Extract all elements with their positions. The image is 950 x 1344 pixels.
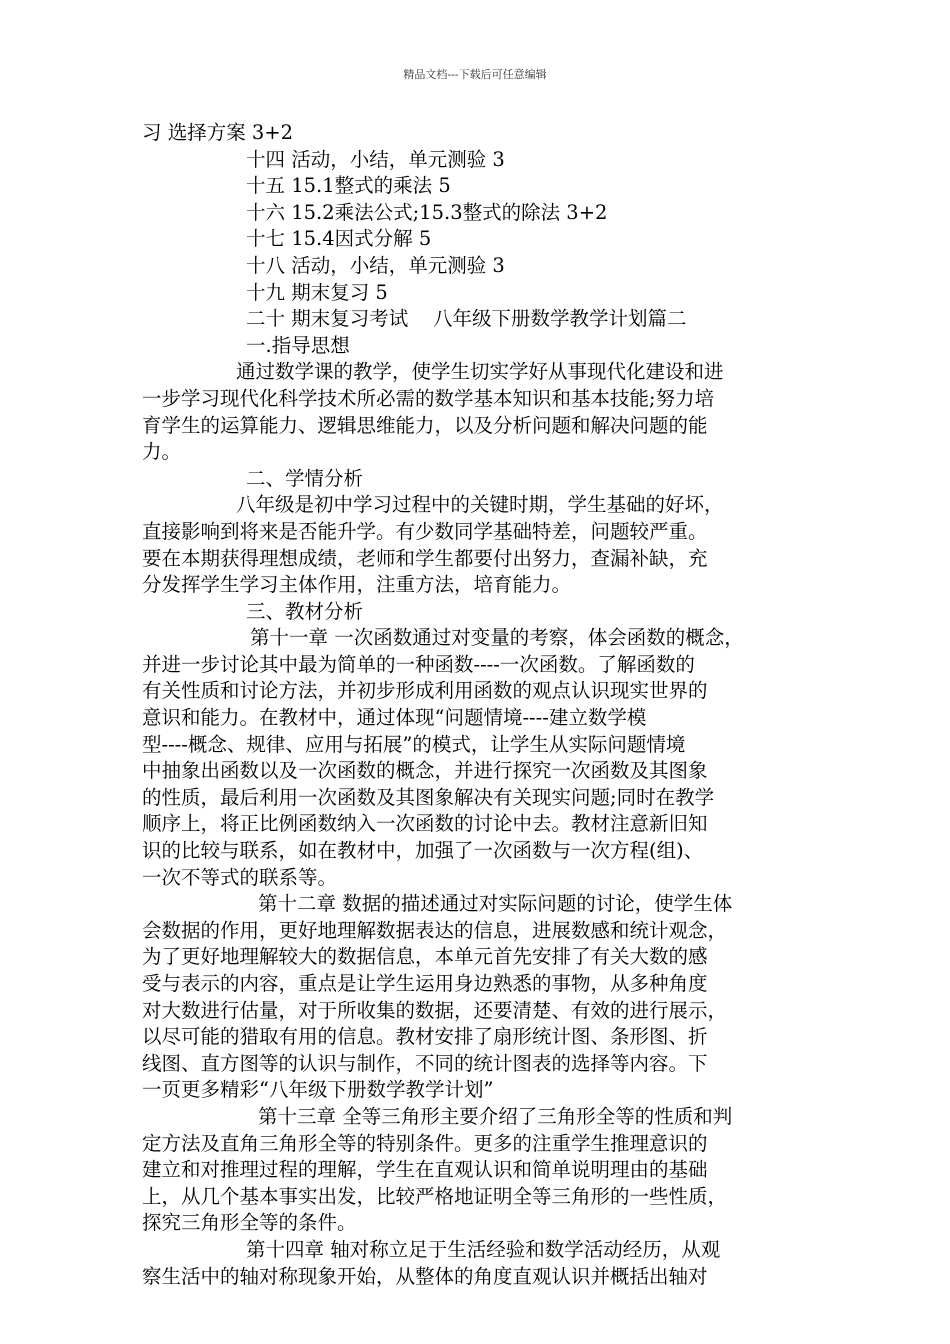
paragraph-line: 顺序上，将正比例函数纳入一次函数的讨论中去。教材注意新旧知 bbox=[142, 812, 708, 836]
section-heading: 二、学情分析 bbox=[246, 466, 364, 490]
paragraph-line: 定方法及直角三角形全等的特别条件。更多的注重学生推理意识的 bbox=[142, 1131, 708, 1155]
paragraph-line: 的性质，最后利用一次函数及其图象解决有关现实问题;同时在教学 bbox=[142, 785, 715, 809]
paragraph-line: 探究三角形全等的条件。 bbox=[142, 1211, 357, 1235]
schedule-line: 二十 期末复习考试 八年级下册数学教学计划篇二 bbox=[246, 307, 687, 331]
paragraph-line: 受与表示的内容，重点是让学生运用身边熟悉的事物，从多种角度 bbox=[142, 972, 708, 995]
paragraph-line: 第十一章 一次函数通过对变量的考察，体会函数的概念， bbox=[250, 626, 744, 650]
paragraph-line: 一步学习现代化科学技术所必需的数学基本知识和基本技能;努力培 bbox=[142, 386, 715, 410]
paragraph-line: 有关性质和讨论方法，并初步形成利用函数的观点认识现实世界的 bbox=[142, 679, 708, 703]
paragraph-line: 识的比较与联系，如在教材中，加强了一次函数与一次方程(组)、 bbox=[142, 839, 704, 863]
schedule-line: 十八 活动，小结，单元测验 3 bbox=[246, 253, 505, 277]
schedule-line: 十五 15.1整式的乘法 5 bbox=[246, 174, 451, 198]
paragraph-line: 直接影响到将来是否能升学。有少数同学基础特差，问题较严重。 bbox=[142, 519, 708, 543]
document-body bbox=[142, 120, 814, 1290]
paragraph-line: 第十二章 数据的描述通过对实际问题的讨论，使学生体 bbox=[258, 892, 733, 916]
schedule-line: 十九 期末复习 5 bbox=[246, 280, 388, 304]
paragraph-line: 上，从几个基本事实出发，比较严格地证明全等三角形的一些性质， bbox=[142, 1184, 728, 1208]
text-line: 习 选择方案 3+2 bbox=[142, 121, 294, 144]
paragraph-line: 以尽可能的猎取有用的信息。教材安排了扇形统计图、条形图、折 bbox=[142, 1025, 708, 1049]
schedule-line: 十四 活动，小结，单元测验 3 bbox=[246, 147, 505, 171]
paragraph-line: 通过数学课的教学，使学生切实学好从事现代化建设和进 bbox=[236, 360, 724, 384]
paragraph-line: 八年级是初中学习过程中的关键时期，学生基础的好坏， bbox=[236, 493, 724, 517]
paragraph-line: 一页更多精彩“八年级下册数学教学计划” bbox=[142, 1078, 494, 1102]
paragraph-line: 一次不等式的联系等。 bbox=[142, 865, 338, 889]
paragraph-line: 线图、直方图等的认识与制作，不同的统计图表的选择等内容。下 bbox=[142, 1051, 708, 1075]
schedule-line: 十六 15.2乘法公式;15.3整式的除法 3+2 bbox=[246, 200, 608, 224]
paragraph-line: 中抽象出函数以及一次函数的概念，并进行探究一次函数及其图象 bbox=[142, 759, 708, 783]
paragraph-line: 要在本期获得理想成绩，老师和学生都要付出努力，查漏补缺，充 bbox=[142, 546, 708, 570]
schedule-line: 十七 15.4因式分解 5 bbox=[246, 227, 432, 251]
paragraph-line: 第十四章 轴对称立足于生活经验和数学活动经历，从观 bbox=[246, 1237, 721, 1261]
paragraph-line: 为了更好地理解较大的数据信息，本单元首先安排了有关大数的感 bbox=[142, 945, 708, 969]
paragraph-line: 并进一步讨论其中最为简单的一种函数----一次函数。了解函数的 bbox=[142, 652, 695, 676]
section-heading: 一.指导思想 bbox=[246, 333, 350, 357]
paragraph-line: 察生活中的轴对称现象开始，从整体的角度直观认识并概括出轴对 bbox=[142, 1264, 708, 1288]
paragraph-line: 会数据的作用，更好地理解数据表达的信息，进展数感和统计观念， bbox=[142, 918, 728, 942]
paragraph-line: 力。 bbox=[142, 440, 182, 464]
paragraph-line: 育学生的运算能力、逻辑思维能力，以及分析问题和解决问题的能 bbox=[142, 413, 708, 437]
paragraph-line: 建立和对推理过程的理解，学生在直观认识和简单说明理由的基础 bbox=[142, 1158, 708, 1182]
paragraph-line: 第十三章 全等三角形主要介绍了三角形全等的性质和判 bbox=[258, 1104, 733, 1128]
section-heading: 三、教材分析 bbox=[246, 599, 364, 623]
page-header: 精品文档---下载后可任意编辑 bbox=[403, 68, 547, 81]
paragraph-line: 型----概念、规律、应用与拓展”的模式，让学生从实际问题情境 bbox=[142, 732, 686, 756]
paragraph-line: 意识和能力。在教材中，通过体现“问题情境----建立数学模 bbox=[142, 706, 647, 730]
paragraph-line: 对大数进行估量，对于所收集的数据，还要清楚、有效的进行展示， bbox=[142, 998, 728, 1022]
paragraph-line: 分发挥学生学习主体作用，注重方法，培育能力。 bbox=[142, 573, 572, 597]
